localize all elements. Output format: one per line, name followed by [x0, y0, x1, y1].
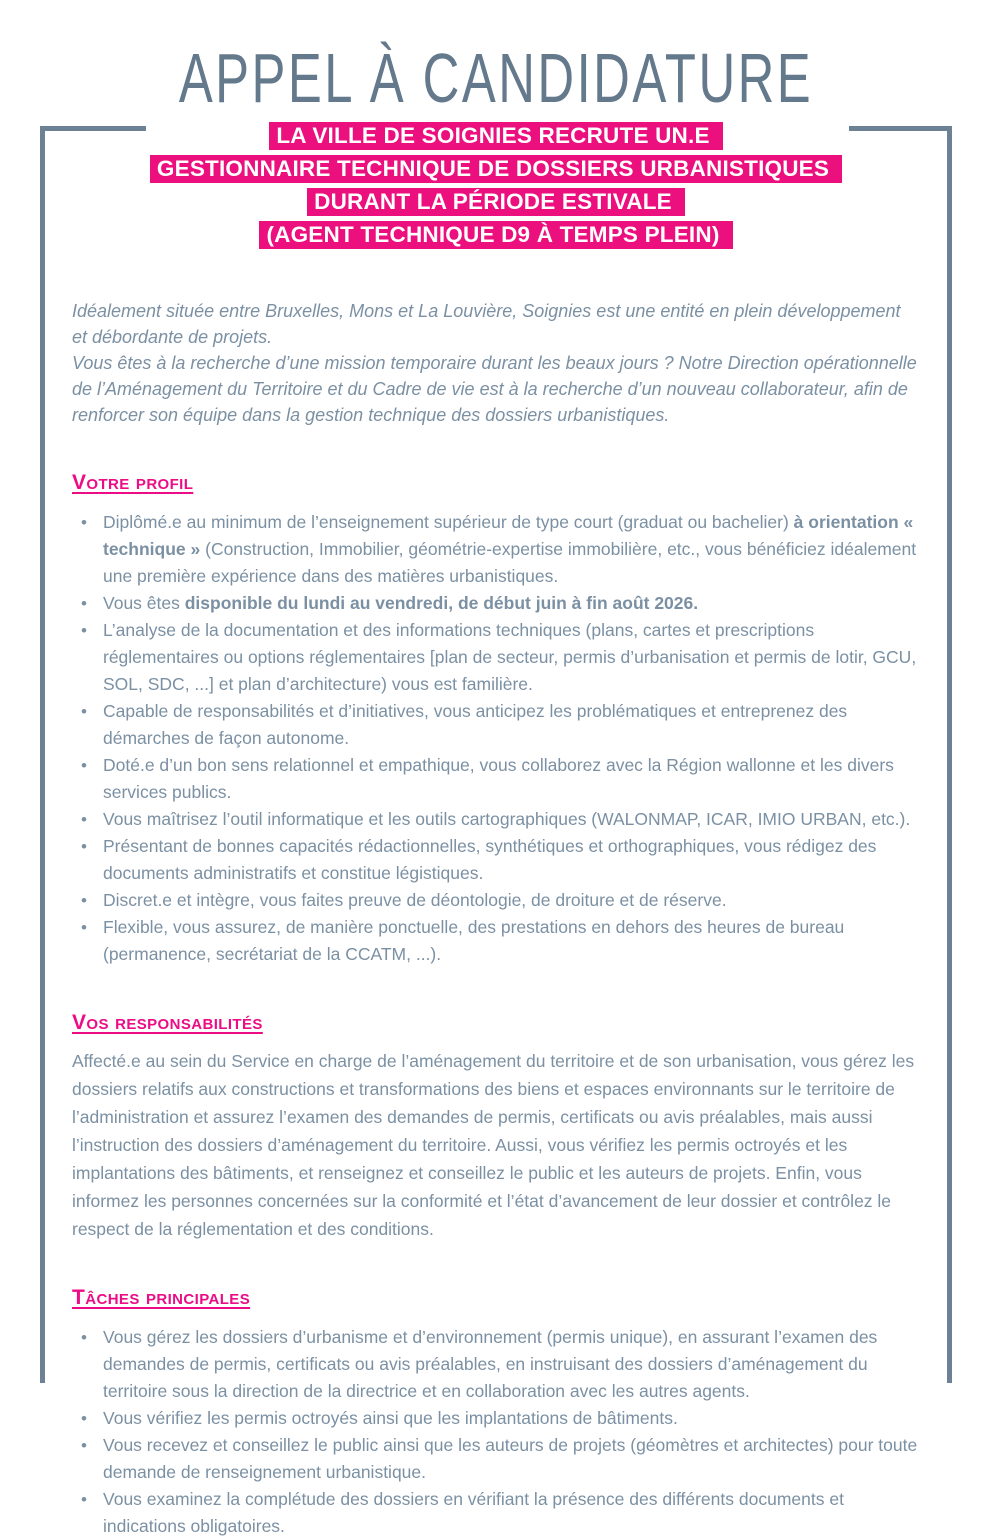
list-item: [72, 1324, 920, 1405]
section-taches-principales: [72, 1243, 920, 1540]
intro-text: [72, 298, 920, 428]
responsabilites-paragraph: Affecté.e au sein du Service en charge de l’aménagement du territoire et de son urbanisation, vous gérez les dossiers relatifs aux constructions et transformations des biens et espaces environnants sur le territoire de l’administration et assurez l’examen des demandes de permis, certificats ou avis préalables, mais aussi l’instruction des dossiers d’aménagement du territoire. Aussi, vous vérifiez les permis octroyés et les implantations des bâtiments, et renseignez et conseillez le public et les auteurs de projets. Enfin, vous informez les personnes concernées sur la conformité et l’état d’avancement de leur dossier et contrôlez le respect de la réglementation et des conditions.: [72, 1051, 915, 1239]
recruitment-banner: [0, 122, 992, 254]
intro-paragraph: Vous êtes à la recherche d’une mission temporaire durant les beaux jours ? Notre Direction opérationnelle de l’Aménagement du Territoire et du Cadre de vie est à la recherche d’un nouveau collaborateur, afin de renforcer son équipe dans la gestion technique des dossiers urbanistiques.: [72, 353, 917, 425]
banner-line-text: GESTIONNAIRE TECHNIQUE DE DOSSIERS URBANISTIQUES: [150, 155, 842, 183]
text-segment: Discret.e et intègre, vous faites preuve de déontologie, de droiture et de réserve.: [103, 890, 727, 910]
text-segment: Vous maîtrisez l’outil informatique et les outils cartographiques (WALONMAP, ICAR, IMIO URBAN, etc.).: [103, 809, 911, 829]
banner-line: [0, 188, 992, 221]
list-item: [72, 887, 920, 914]
intro-paragraph: Idéalement située entre Bruxelles, Mons et La Louvière, Soignies est une entité en plein développement et débordante de projets.: [72, 301, 901, 347]
taches-principales-list: [72, 1324, 920, 1540]
list-item: [72, 698, 920, 752]
banner-line-text: LA VILLE DE SOIGNIES RECRUTE UN.E: [269, 122, 722, 150]
text-segment: Vous vérifiez les permis octroyés ainsi que les implantations de bâtiments.: [103, 1408, 678, 1428]
list-item: [72, 509, 920, 590]
text-segment: Présentant de bonnes capacités rédactionnelles, synthétiques et orthographiques, vous rédigez des documents administratifs et constitue légistiques.: [103, 836, 877, 883]
document-page: [0, 38, 992, 1536]
section-vos-responsabilites: [72, 968, 920, 1243]
text-segment: Vous gérez les dossiers d’urbanisme et d’environnement (permis unique), en assurant l’examen des demandes de permis, certificats ou avis préalables, en instruisant des dossiers d’aménagement du territoire sous la direction de la directrice et en collaboration avec les autres agents.: [103, 1327, 878, 1401]
list-item: [72, 1432, 920, 1486]
banner-line: [0, 122, 992, 155]
list-item: [72, 1486, 920, 1540]
section-votre-profil: [72, 428, 920, 968]
list-item: [72, 806, 920, 833]
text-segment: à orientation « technique »: [103, 512, 914, 559]
text-segment: Flexible, vous assurez, de manière ponctuelle, des prestations en dehors des heures de bureau (permanence, secrétariat de la CCATM, ...).: [103, 917, 845, 964]
text-segment: L’analyse de la documentation et des informations techniques (plans, cartes et prescriptions réglementaires ou options réglementaires [plan de secteur, permis d’urbanisation et permis de lotir, GCU, SOL, SDC, ...] et plan d’architecture) vous est familière.: [103, 620, 917, 694]
text-segment: Doté.e d’un bon sens relationnel et empathique, vous collaborez avec la Région wallonne et les divers services publics.: [103, 755, 894, 802]
document-body: [72, 298, 920, 1540]
list-item: [72, 752, 920, 806]
votre-profil-list: [72, 509, 920, 968]
section-heading-taches-principales: Tâches principales: [72, 1286, 251, 1309]
banner-line: [0, 155, 992, 188]
list-item: [72, 914, 920, 968]
text-segment: disponible du lundi au vendredi, de début juin à fin août 2026.: [184, 593, 699, 613]
banner-line-text: DURANT LA PÉRIODE ESTIVALE: [307, 188, 685, 216]
text-segment: Vous examinez la complétude des dossiers en vérifiant la présence des différents documents et indications obligatoires.: [103, 1489, 844, 1536]
list-item: [72, 590, 920, 617]
list-item: [72, 617, 920, 698]
section-heading-votre-profil: Votre profil: [72, 471, 194, 494]
list-item: [72, 1405, 920, 1432]
text-segment: (Construction, Immobilier, géométrie-expertise immobilière, etc., vous bénéficiez idéalement une première expérience dans des matières urbanistiques.: [103, 539, 917, 586]
text-segment: Vous êtes: [103, 593, 185, 613]
text-segment: Vous recevez et conseillez le public ainsi que les auteurs de projets (géomètres et architectes) pour toute demande de renseignement urbanistique.: [103, 1435, 918, 1482]
text-segment: Diplômé.e au minimum de l’enseignement supérieur de type court (graduat ou bachelier): [103, 512, 794, 532]
banner-line: [0, 221, 992, 254]
list-item: [72, 833, 920, 887]
text-segment: Capable de responsabilités et d’initiatives, vous anticipez les problématiques et entreprenez des démarches de façon autonome.: [103, 701, 848, 748]
banner-line-text: (AGENT TECHNIQUE D9 À TEMPS PLEIN): [259, 221, 732, 249]
page-title: APPEL À CANDIDATURE: [178, 40, 814, 118]
section-heading-vos-responsabilites: Vos responsabilités: [72, 1011, 263, 1034]
